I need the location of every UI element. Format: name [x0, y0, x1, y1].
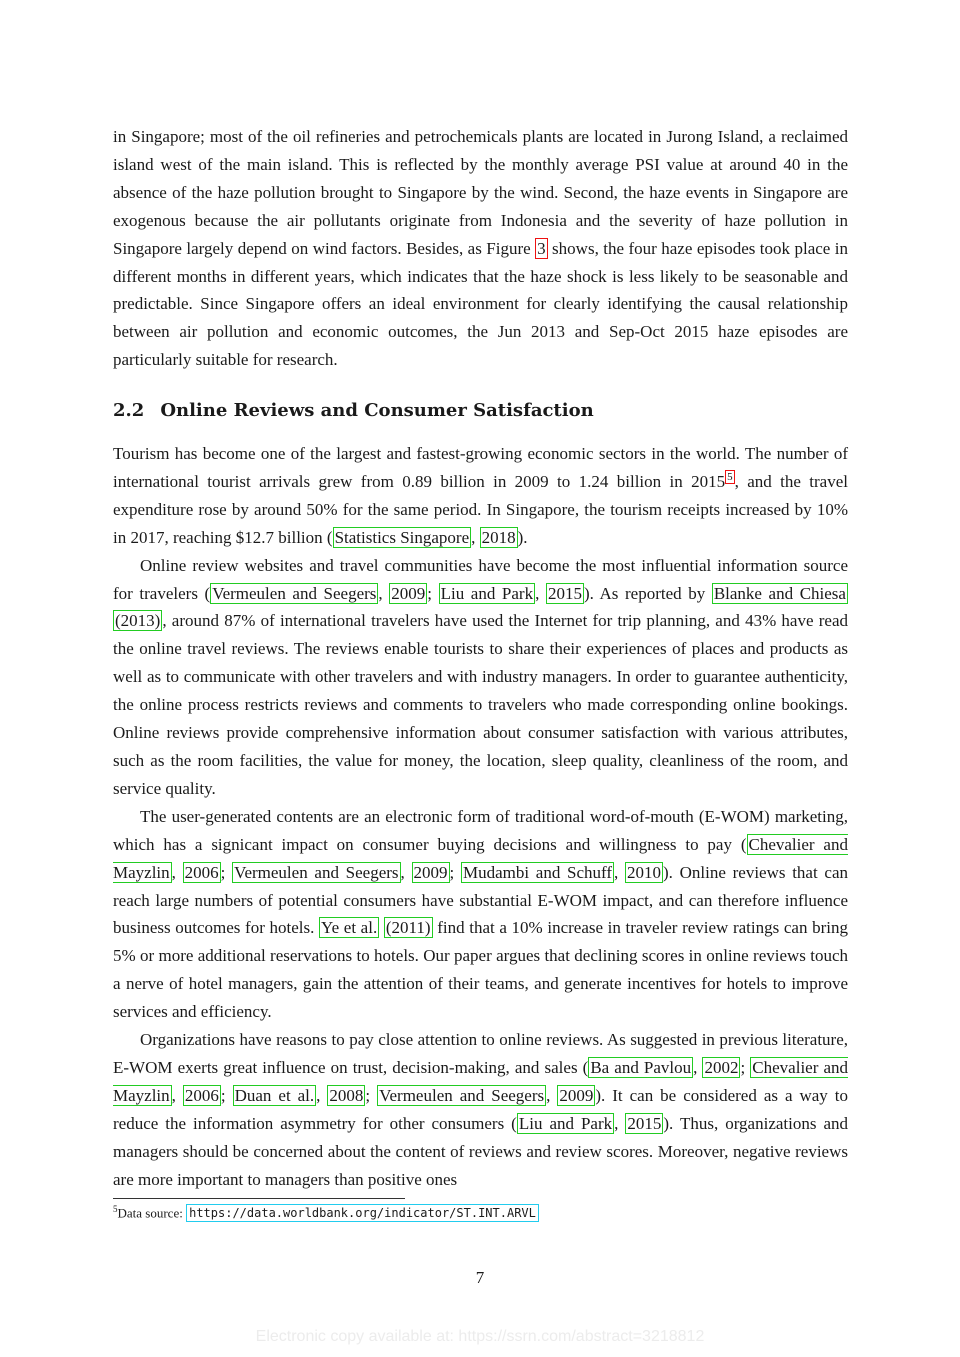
section-body: [113, 440, 848, 1193]
citation-year-link[interactable]: 2009: [413, 862, 448, 882]
citation-year-link[interactable]: 2008: [329, 1085, 364, 1105]
paragraph-organizations: Organizations have reasons to pay close attention to online reviews. As suggested in previous literature, E-WOM exerts great influence on trust, decision-making, and sales ( Ba and Pavlou , 2002 ; Chevalier and Mayzlin , 2006 ; Duan et al. , 2008 ; Vermeulen and Seegers , 2009 ). It can be considered as a way to reduce the information asymmetry for other consumers ( Liu and Park , 2015 ). Thus, organizations and managers should be concerned about the content of reviews and review scores. Moreover, negative reviews are more important to managers than positive ones: [113, 1030, 849, 1189]
section-number: 2.2: [113, 400, 145, 421]
citation-year-link[interactable]: (2011): [385, 918, 431, 938]
footnote-url-link[interactable]: https://data.worldbank.org/indicator/ST.INT.ARVL: [186, 1204, 539, 1222]
citation-year-link[interactable]: (2013): [115, 611, 161, 631]
paragraph-user-generated-content: The user-generated contents are an electronic form of traditional word-of-mouth (E-WOM) marketing, which has a signicant impact on consumer buying decisions and willingness to pay ( Chevalier and Mayzlin , 2006 ; Vermeulen and Seegers , 2009 ; Mudambi and Schuff , 2010 ). Online reviews that can reach large numbers of potential consumers have substantial E-WOM impact, and can therefore influence business outcomes for hotels. Ye et al. (2011) find that a 10% increase in traveler review ratings can bring 5% or more additional reservations to hotels. Our paper argues that declining scores in online reviews touch a nerve of hotel managers, gain the attention of their teams, and generate incentives for hotels to improve services and efficiency.: [113, 806, 848, 1022]
citation-link[interactable]: Statistics Singapore: [334, 527, 470, 547]
footnote-number: 5: [113, 1204, 118, 1214]
footnote-label: Data source:: [117, 1205, 187, 1221]
citation-year-link[interactable]: 2015: [627, 1113, 662, 1133]
citation-link[interactable]: Vermeulen and Seegers: [379, 1085, 545, 1105]
citation-link[interactable]: Duan et al.: [234, 1085, 315, 1105]
citation-year-link[interactable]: 2010: [627, 862, 662, 882]
footnote-divider: [113, 1198, 405, 1199]
citation-year-link[interactable]: 2009: [391, 583, 426, 603]
citation-link[interactable]: Blanke and Chiesa: [713, 583, 846, 603]
paragraph-online-review-websites: Online review websites and travel communities have become the most influential information source for travelers ( Vermeulen and Seegers , 2009 ; Liu and Park , 2015 ). As reported by Blanke and Chiesa (2013) , around 87% of international travelers have used the Internet for trip planning, and 43% have read the online travel reviews. The reviews enable tourists to share their experiences of places and products as well as to communicate with other travelers and with industry managers. In order to guarantee authenticity, the online process restricts reviews and comments to travelers who made corresponding online bookings. Online reviews provide comprehensive information about consumer satisfaction with various attributes, such as the room facilities, the value for money, the location, sleep quality, cleanliness of the room, and service quality.: [113, 555, 848, 798]
citation-year-link[interactable]: 2006: [184, 862, 219, 882]
citation-year-link[interactable]: 2006: [184, 1085, 219, 1105]
figure-reference-link[interactable]: 3: [537, 238, 546, 258]
citation-link[interactable]: Chevalier and Mayzlin: [113, 834, 848, 882]
section-title: Online Reviews and Consumer Satisfaction: [160, 400, 594, 421]
citation-year-link[interactable]: 2018: [481, 527, 516, 547]
citation-link[interactable]: Mudambi and Schuff: [462, 862, 613, 882]
section-heading: [113, 400, 594, 421]
citation-year-link[interactable]: 2009: [559, 1085, 594, 1105]
citation-link[interactable]: Chevalier and Mayzlin: [113, 1057, 849, 1105]
citation-link[interactable]: Liu and Park: [518, 1113, 613, 1133]
citation-year-link[interactable]: 2015: [547, 583, 582, 603]
citation-link[interactable]: Vermeulen and Seegers: [212, 583, 377, 603]
paragraph-haze-context: in Singapore; most of the oil refineries and petrochemicals plants are located in Jurong Island, a reclaimed island west of the main island. This is reflected by the monthly average PSI value at around 40 in the absence of the haze pollution brought to Singapore by the wind. Second, the haze events in Singapore are exogenous because the air pollutants originate from Indonesia and the severity of haze pollution in Singapore largely depend on wind factors. Besides, as Figure 3 shows, the four haze episodes took place in different months in different years, which indicates that the haze shock is less likely to be seasonable and predictable. Since Singapore offers an ideal environment for clearly identifying the causal relationship between air pollution and economic outcomes, the Jun 2013 and Sep-Oct 2015 haze episodes are particularly suitable for research.: [113, 127, 849, 370]
citation-link[interactable]: Vermeulen and Seegers: [234, 862, 399, 882]
citation-link[interactable]: Ye et al.: [321, 918, 378, 938]
paragraph-tourism: Tourism has become one of the largest and fastest-growing economic sectors in the world. The number of international tourist arrivals grew from 0.89 billion in 2009 to 1.24 billion in 2015 $^5$ , and the travel expenditure rose by around 50% for the same period. In Singapore, the tourism receipts increased by 10% in 2017, reaching $12.7 billion ( Statistics Singapore , 2018 ).: [113, 444, 848, 547]
ssrn-watermark: Electronic copy available at: https://ssrn.com/abstract=3218812: [255, 1328, 705, 1345]
footnote: [113, 1204, 539, 1221]
citation-link[interactable]: Ba and Pavlou: [590, 1057, 692, 1077]
footnote-mark-link[interactable]: 5: [727, 471, 733, 484]
page-number: 7: [475, 1268, 485, 1287]
citation-link[interactable]: Liu and Park: [440, 583, 534, 603]
citation-year-link[interactable]: 2002: [704, 1057, 739, 1077]
